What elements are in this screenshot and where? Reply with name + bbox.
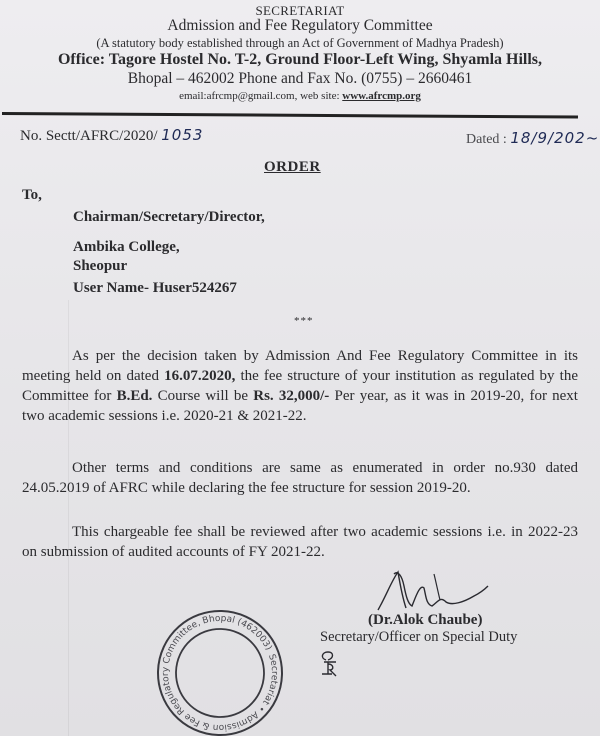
letterhead-website[interactable]: www.afrcmp.org [342,90,421,102]
order-title: ORDER [264,159,321,175]
reference-number [20,126,203,145]
text: Per year, as it was in 2019-20, for next two academic sessions i.e. 2020-21 & 2021-22. [22,388,578,424]
signatory-name: (Dr.Alok Chaube) [368,612,483,628]
signature [376,566,506,616]
text: As per the decision taken by Admission And Fee Regulatory Committee in its meeting held on dated [22,348,578,384]
letterhead-contact [0,90,600,102]
initials-mark [318,650,342,678]
text: Course will be [152,388,254,404]
letterhead-email: email:afrcmp@gmail.com, web site: [179,90,343,102]
recipient-to: To, [22,187,42,203]
fee-amount: Rs. 32,000/- [253,388,330,404]
dated-handwritten: 18/9/202~ [510,129,600,147]
course-name: B.Ed. [116,388,153,404]
letterhead-committee: Admission and Fee Regulatory Committee [167,17,433,34]
recipient-line: Chairman/Secretary/Director, [73,209,265,225]
official-stamp [150,603,290,736]
paragraph-fee-decision [22,346,578,426]
reference-handwritten-number: 1053 [161,126,204,144]
letterhead-secretariat: SECRETARIAT [255,3,345,18]
dated [466,129,599,148]
letterhead-city-phone: Bhopal – 462002 Phone and Fax No. (0755) – 2660461 [127,70,473,87]
stamp-text: Secretariat • Admission & Fee Regulatory Committee, Bhopal (462003) [160,613,280,733]
meeting-date: 16.07.2020, [164,368,236,384]
letterhead-rule [2,112,578,119]
letterhead-statutory: (A statutory body established through an Act of Government of Madhya Pradesh) [96,36,504,50]
separator: *** [294,315,314,327]
paragraph-review: This chargeable fee shall be reviewed after two academic sessions i.e. in 2022-23 on submission of audited accounts of FY 2021-22. [22,524,578,560]
reference-label: No. Sectt/AFRC/2020/ [20,128,158,144]
recipient-username: User Name- Huser524267 [73,280,237,296]
signatory-role: Secretary/Officer on Special Duty [320,629,518,645]
letterhead-office: Office: Tagore Hostel No. T-2, Ground Floor-Left Wing, Shyamla Hills, [57,51,543,68]
recipient-line: Sheopur [73,258,128,274]
paragraph-terms: Other terms and conditions are same as enumerated in order no.930 dated 24.05.2019 of AFRC while declaring the fee structure for session 2019-20. [22,460,578,496]
text: the fee structure of your institution as regulated by the Committee for [22,368,578,404]
recipient-line: Ambika College, [73,239,180,255]
dated-label: Dated : [466,132,507,147]
